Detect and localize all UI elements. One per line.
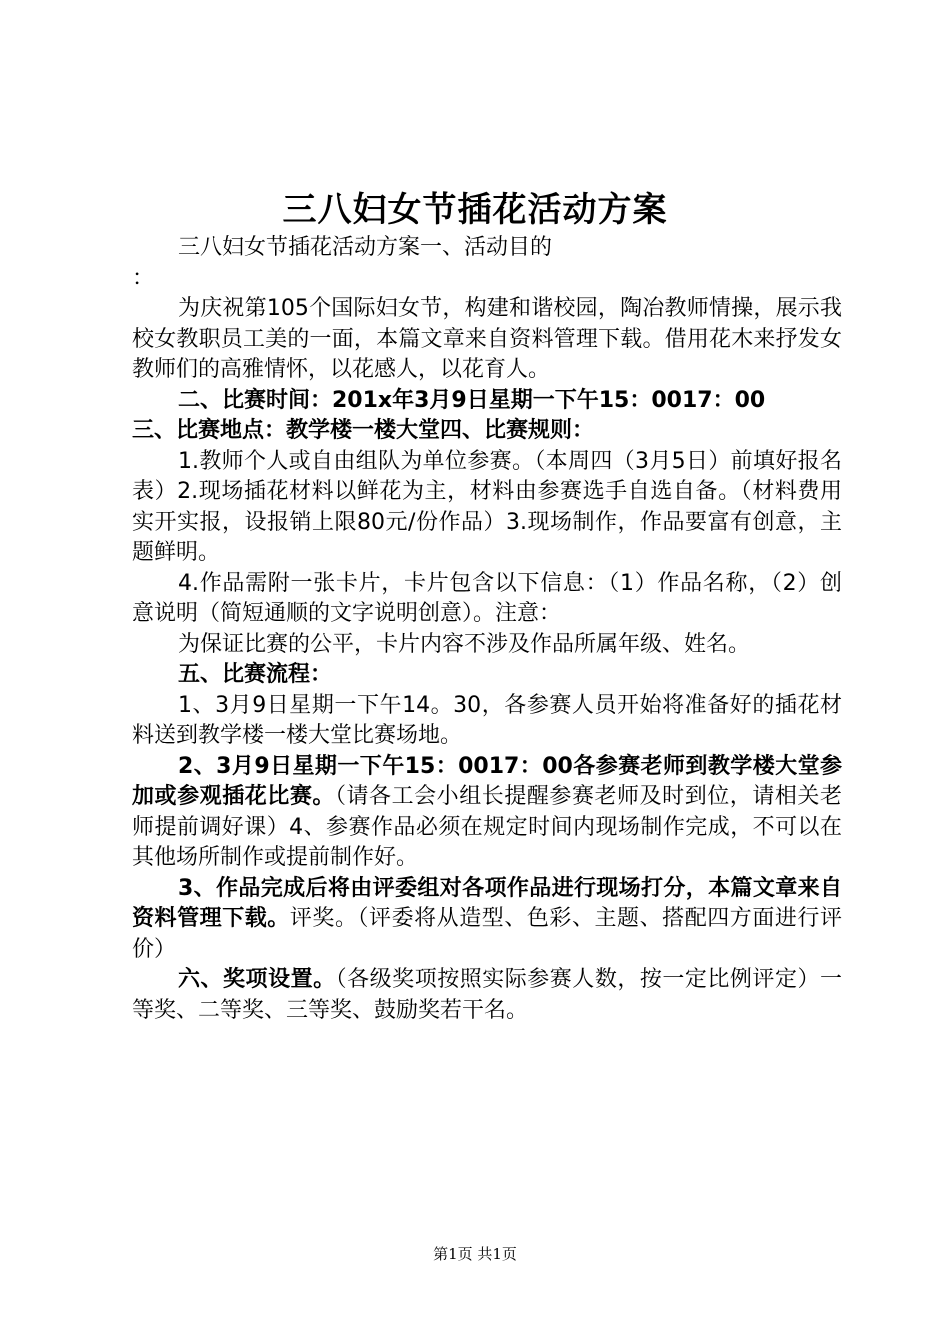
step-3-bold: 3、作品完成后将由评委组对各项作品进行现场打分，本篇文章来自资料管理下载。 xyxy=(132,875,842,931)
step-3-normal: 评奖。（评委将从造型、色彩、主题、搭配四方面进行评价） xyxy=(132,906,842,962)
paragraph-card: 4.作品需附一张卡片，卡片包含以下信息：（1）作品名称，（2）创意说明（简短通顺的文字说明创意）。注意： xyxy=(132,570,842,626)
paragraph-process-heading: 五、比赛流程： xyxy=(178,662,333,687)
paragraph-time: 二、比赛时间：201x年3月9日星期一下午15：0017：00 xyxy=(178,387,766,413)
awards-normal: （各级奖项按照实际参赛人数，按一定比例评定）一等奖、二等奖、三等奖、鼓励奖若干名。 xyxy=(132,967,842,1023)
paragraph-step-2 xyxy=(132,752,842,874)
paragraph-rules: 1.教师个人或自由组队为单位参赛。（本周四（3月5日）前填好报名表）2.现场插花材料以鲜花为主，材料由参赛选手自选自备。（材料费用实开实报，设报销上限80元/份作品）3.现场制作，作品要富有创意，主题鲜明。 xyxy=(132,448,842,565)
paragraph-colon: ： xyxy=(132,265,155,291)
paragraph-location: 三、比赛地点：教学楼一楼大堂四、比赛规则： xyxy=(132,418,595,443)
paragraph-step-3 xyxy=(132,874,842,966)
page-footer: 第1页 共1页 xyxy=(433,1245,517,1263)
step-2-bold: 2、3月9日星期一下午15：0017：00各参赛老师到教学楼大堂参加或参观插花比赛。 xyxy=(132,753,842,809)
awards-bold: 六、奖项设置。 xyxy=(178,967,336,992)
paragraph-purpose: 为庆祝第105个国际妇女节，构建和谐校园，陶冶教师情操，展示我校女教职员工美的一面，本篇文章来自资料管理下载。借用花木来抒发女教师们的高雅情怀，以花感人，以花育人。 xyxy=(132,296,842,382)
document-body xyxy=(132,233,842,1026)
step-2-normal: （请各工会小组长提醒参赛老师及时到位，请相关老师提前调好课）4、参赛作品必须在规定时间内现场制作完成，不可以在其他场所制作或提前制作好。 xyxy=(132,784,842,870)
paragraph-intro: 三八妇女节插花活动方案一、活动目的 xyxy=(178,235,553,260)
paragraph-fairness: 为保证比赛的公平，卡片内容不涉及作品所属年级、姓名。 xyxy=(178,631,751,657)
paragraph-step-1: 1、3月9日星期一下午14。30，各参赛人员开始将准备好的插花材料送到教学楼一楼大堂比赛场地。 xyxy=(132,692,842,748)
document-title: 三八妇女节插花活动方案 xyxy=(282,190,668,230)
paragraph-awards xyxy=(132,965,842,1026)
